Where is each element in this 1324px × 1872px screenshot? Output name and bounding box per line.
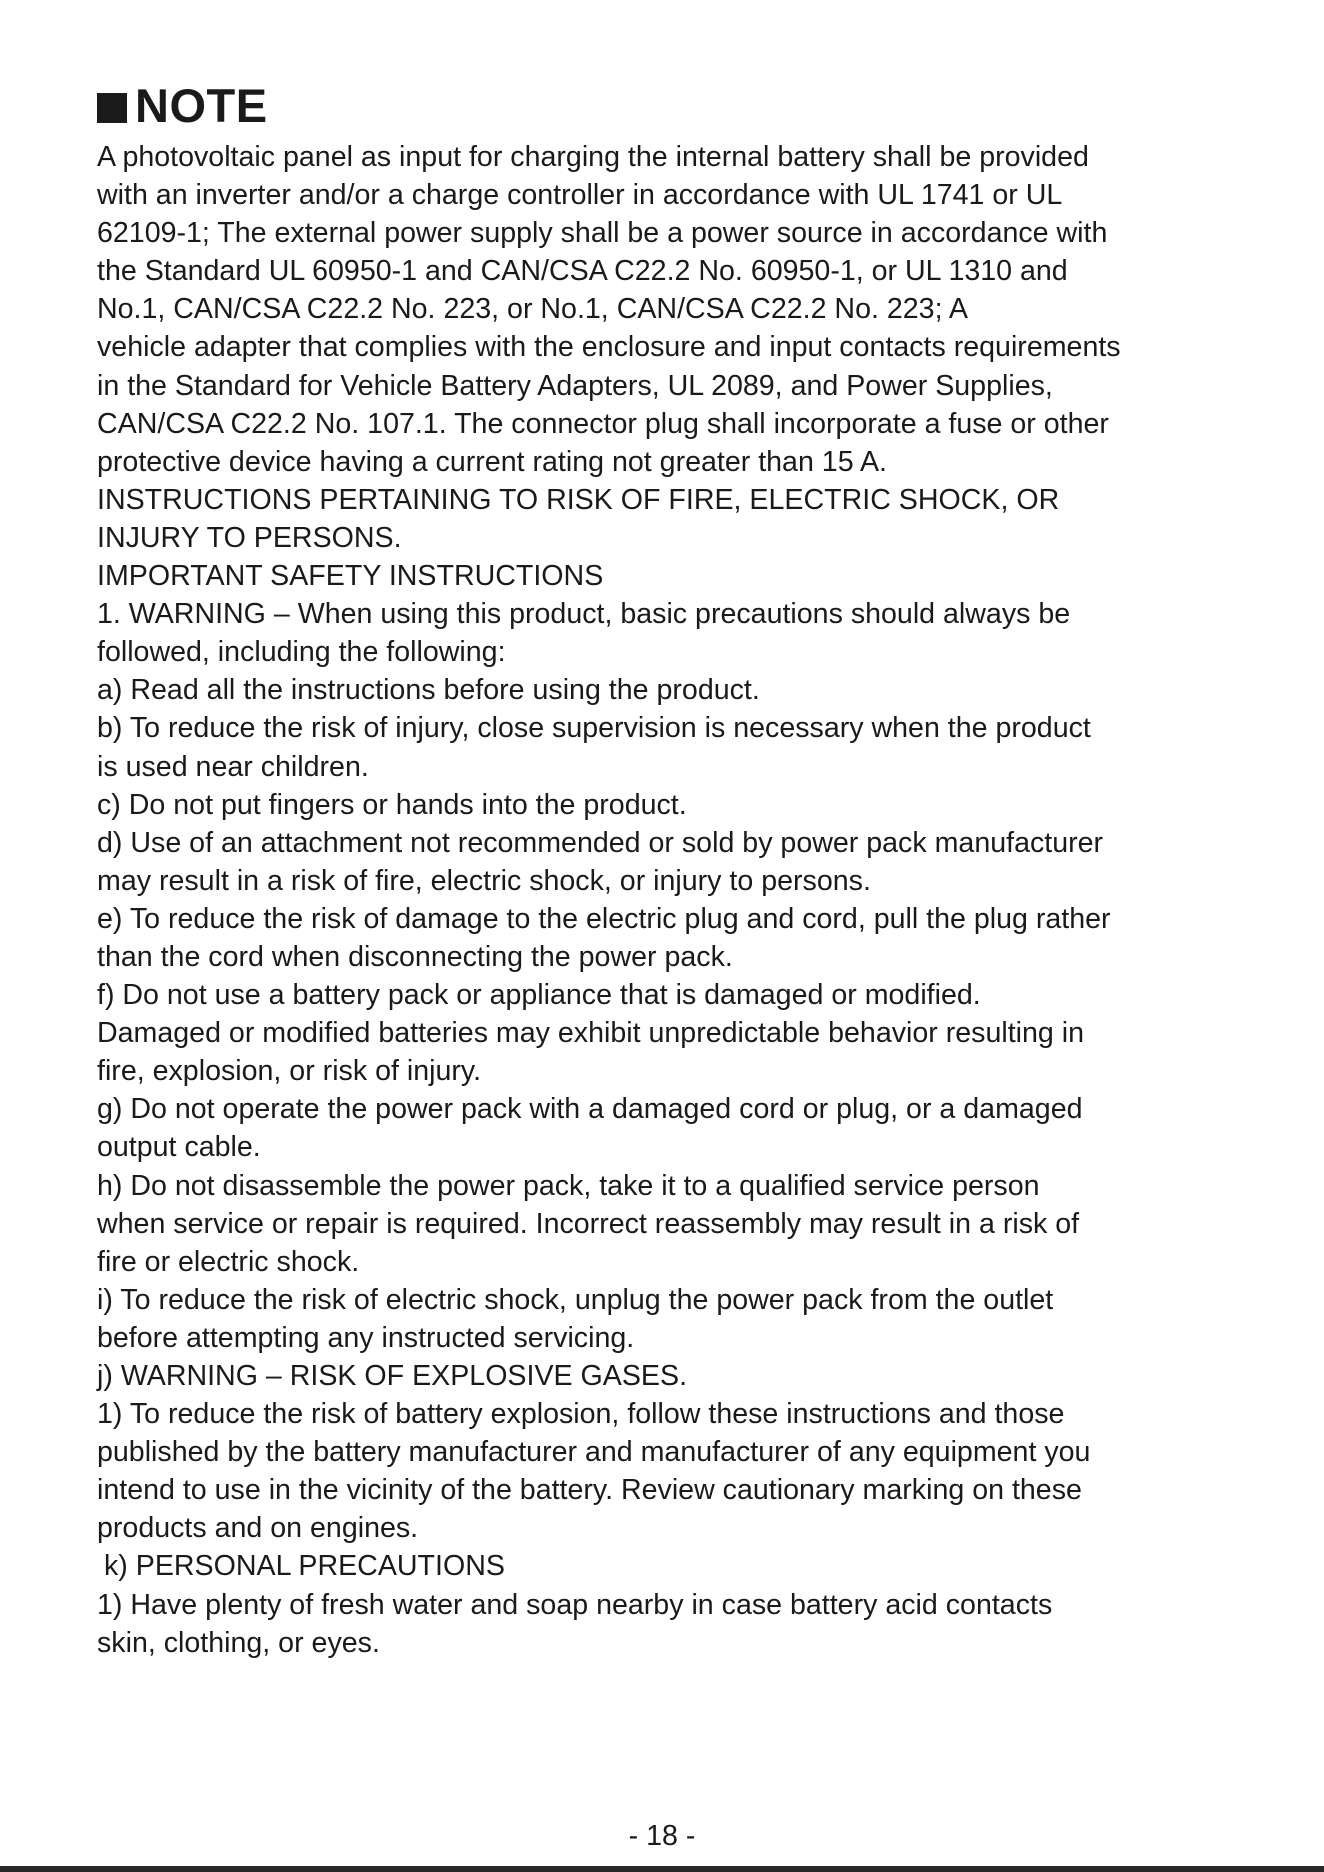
text-line: h) Do not disassemble the power pack, take it to a qualified service person (97, 1169, 1040, 1202)
text-line: f) Do not use a battery pack or appliance that is damaged or modified. (97, 979, 981, 1012)
text-line: 1) Have plenty of fresh water and soap nearby in case battery acid contacts (97, 1588, 1053, 1621)
text-line: published by the battery manufacturer and manufacturer of any equipment you (97, 1436, 1091, 1469)
text-line: products and on engines. (97, 1512, 419, 1545)
text-line: skin, clothing, or eyes. (97, 1626, 380, 1659)
text-line: fire, explosion, or risk of injury. (97, 1055, 482, 1088)
black-square-icon (97, 93, 127, 123)
text-line: INJURY TO PERSONS. (97, 521, 402, 554)
text-line: No.1, CAN/CSA C22.2 No. 223, or No.1, CAN/CSA C22.2 No. 223; A (97, 293, 968, 326)
text-line: 1. WARNING – When using this product, basic precautions should always be (97, 598, 1071, 631)
text-line: IMPORTANT SAFETY INSTRUCTIONS (97, 560, 604, 593)
text-line: e) To reduce the risk of damage to the electric plug and cord, pull the plug rather (97, 902, 1111, 935)
text-line: vehicle adapter that complies with the enclosure and input contacts requirements (97, 331, 1121, 364)
text-line: than the cord when disconnecting the power pack. (97, 940, 733, 973)
text-line: before attempting any instructed servicing. (97, 1321, 635, 1354)
text-line: g) Do not operate the power pack with a damaged cord or plug, or a damaged (97, 1093, 1083, 1126)
text-line: d) Use of an attachment not recommended or sold by power pack manufacturer (97, 826, 1104, 859)
text-line: followed, including the following: (97, 636, 506, 669)
bottom-divider (0, 1866, 1324, 1872)
text-line: j) WARNING – RISK OF EXPLOSIVE GASES. (97, 1360, 688, 1392)
heading-title: NOTE (135, 79, 268, 132)
text-line: i) To reduce the risk of electric shock, unplug the power pack from the outlet (97, 1283, 1054, 1316)
text-line: 62109-1; The external power supply shall be a power source in accordance with (97, 217, 1108, 250)
text-line: A photovoltaic panel as input for charging the internal battery shall be provided (97, 141, 1089, 173)
text-line: in the Standard for Vehicle Battery Adapters, UL 2089, and Power Supplies, (97, 369, 1053, 402)
text-line: the Standard UL 60950-1 and CAN/CSA C22.2 No. 60950-1, or UL 1310 and (97, 255, 1068, 288)
text-line: a) Read all the instructions before using the product. (97, 674, 760, 707)
text-line: when service or repair is required. Incorrect reassembly may result in a risk of (97, 1207, 1080, 1240)
text-line: k) PERSONAL PRECAUTIONS (104, 1550, 505, 1583)
text-line: may result in a risk of fire, electric shock, or injury to persons. (97, 864, 871, 897)
text-line: 1) To reduce the risk of battery explosion, follow these instructions and those (97, 1398, 1065, 1431)
page-number: - 18 - (628, 1820, 696, 1852)
text-line: intend to use in the vicinity of the battery. Review cautionary marking on these (97, 1474, 1082, 1507)
text-line: is used near children. (97, 750, 369, 783)
text-line: output cable. (97, 1131, 261, 1164)
text-line: b) To reduce the risk of injury, close supervision is necessary when the product (97, 712, 1091, 745)
section-heading (97, 80, 268, 132)
text-line: with an inverter and/or a charge controller in accordance with UL 1741 or UL (97, 179, 1063, 212)
text-line: CAN/CSA C22.2 No. 107.1. The connector plug shall incorporate a fuse or other (97, 407, 1109, 440)
text-line: protective device having a current rating not greater than 15 A. (97, 445, 887, 478)
text-line: c) Do not put fingers or hands into the product. (97, 788, 687, 821)
text-line: fire or electric shock. (97, 1245, 360, 1278)
text-line: Damaged or modified batteries may exhibit unpredictable behavior resulting in (97, 1017, 1085, 1050)
text-line: INSTRUCTIONS PERTAINING TO RISK OF FIRE, ELECTRIC SHOCK, OR (97, 483, 1060, 516)
body-text (97, 138, 1257, 1662)
